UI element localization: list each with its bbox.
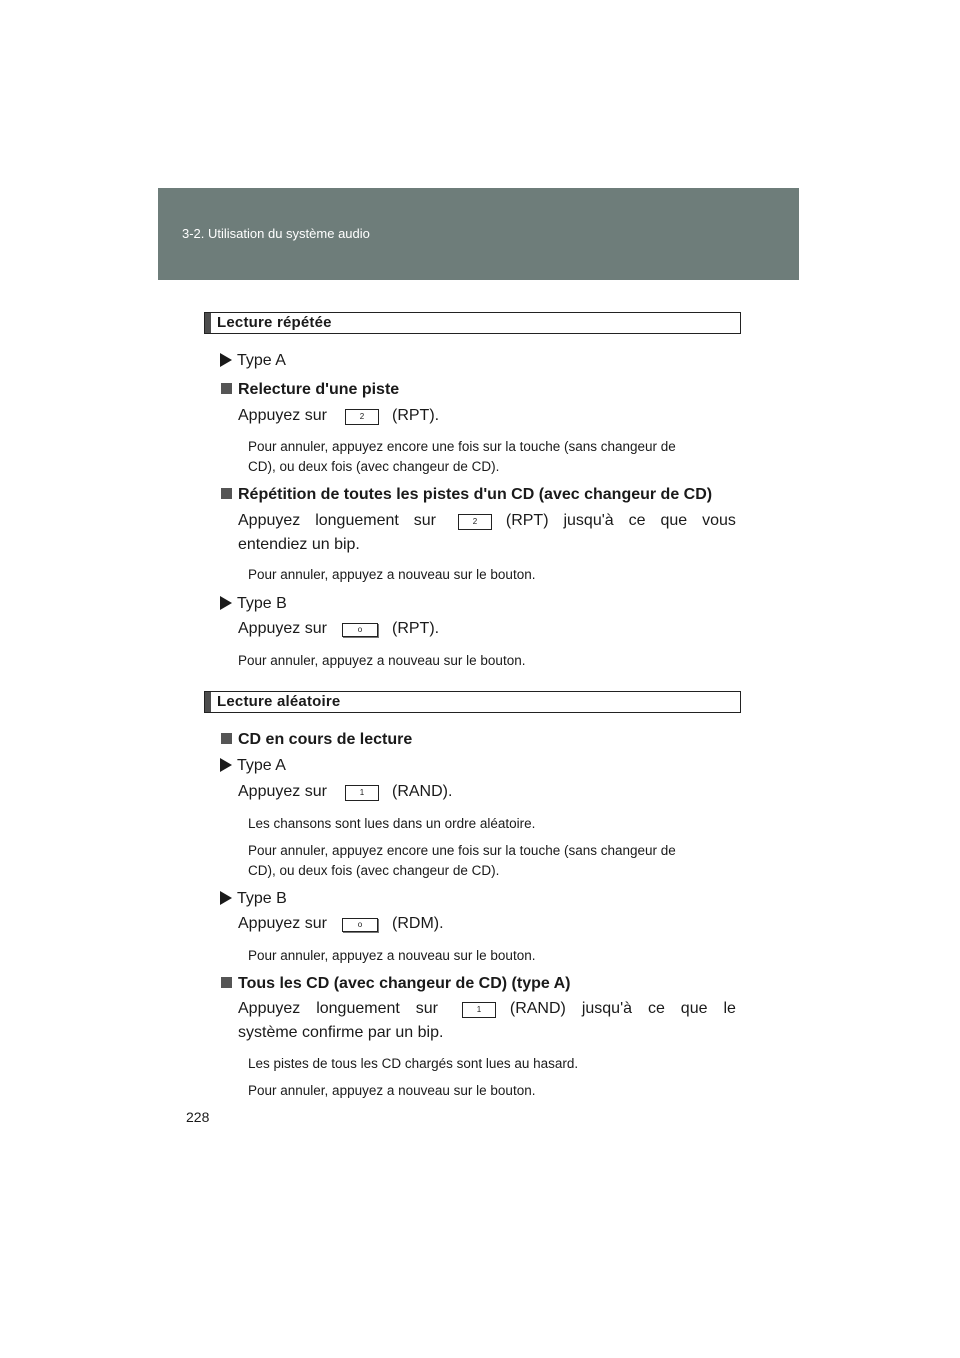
note-text: Les chansons sont lues dans un ordre aléatoire. (248, 816, 536, 831)
note-text: Pour annuler, appuyez a nouveau sur le bouton. (238, 653, 526, 668)
instruction-text: (RPT). (392, 620, 440, 637)
rpt-button: o (342, 623, 378, 637)
section-heading-random (204, 691, 741, 713)
instruction-text: système confirme par un bip. (238, 1024, 444, 1041)
note-text: Pour annuler, appuyez a nouveau sur le bouton. (248, 1083, 536, 1098)
triangle-bullet-icon (220, 758, 232, 772)
preset-button-2: 2 (458, 514, 492, 530)
section-heading-bar (205, 313, 211, 333)
note-text: Pour annuler, appuyez a nouveau sur le bouton. (248, 948, 536, 963)
note-text: Pour annuler, appuyez encore une fois sur la touche (sans changeur de (248, 843, 676, 858)
note-text: CD), ou deux fois (avec changeur de CD). (248, 459, 500, 474)
section-title: Lecture répétée (217, 314, 332, 331)
triangle-bullet-icon (220, 891, 232, 905)
page-number: 228 (186, 1109, 210, 1125)
square-bullet-icon (221, 383, 232, 394)
section-title: Lecture aléatoire (217, 693, 341, 710)
subheading-cd-en-cours: CD en cours de lecture (221, 731, 412, 749)
square-bullet-icon (221, 488, 232, 499)
section-heading-bar (205, 692, 211, 712)
instruction-text: Appuyez sur (238, 407, 327, 424)
section-heading-repeat (204, 312, 741, 334)
instruction-text: Appuyez sur (238, 620, 327, 637)
preset-button-1: 1 (345, 785, 379, 801)
instruction-justified-line: Appuyez longuement sur (RAND) jusqu'à ce que le (238, 1000, 736, 1017)
subheading-repetition: Répétition de toutes les pistes d'un CD (avec changeur de CD) (221, 486, 712, 504)
instruction-text: Appuyez sur (238, 783, 327, 800)
type-a-label: Type A (220, 757, 286, 775)
square-bullet-icon (221, 977, 232, 988)
type-a-label: Type A (220, 352, 286, 370)
type-b-label: Type B (220, 595, 287, 613)
note-text: CD), ou deux fois (avec changeur de CD). (248, 863, 500, 878)
note-text: Pour annuler, appuyez a nouveau sur le bouton. (248, 567, 536, 582)
rdm-button: o (342, 918, 378, 932)
instruction-text: entendiez un bip. (238, 536, 360, 553)
note-text: Les pistes de tous les CD chargés sont lues au hasard. (248, 1056, 579, 1071)
note-text: Pour annuler, appuyez encore une fois sur la touche (sans changeur de (248, 439, 676, 454)
type-b-label: Type B (220, 890, 287, 908)
instruction-justified-line: Appuyez longuement sur (RPT) jusqu'à ce que vous (238, 512, 736, 529)
instruction-text: (RDM). (392, 915, 444, 932)
triangle-bullet-icon (220, 353, 232, 367)
breadcrumb: 3-2. Utilisation du système audio (182, 226, 370, 241)
preset-button-1: 1 (462, 1002, 496, 1018)
instruction-text: Appuyez sur (238, 915, 327, 932)
preset-button-2: 2 (345, 409, 379, 425)
square-bullet-icon (221, 733, 232, 744)
instruction-text: (RPT). (392, 407, 440, 424)
subheading-relecture: Relecture d'une piste (221, 381, 399, 399)
instruction-text: (RAND). (392, 783, 453, 800)
triangle-bullet-icon (220, 596, 232, 610)
chapter-header-band (158, 188, 799, 280)
subheading-tous-les-cd: Tous les CD (avec changeur de CD) (type A) (221, 975, 571, 993)
